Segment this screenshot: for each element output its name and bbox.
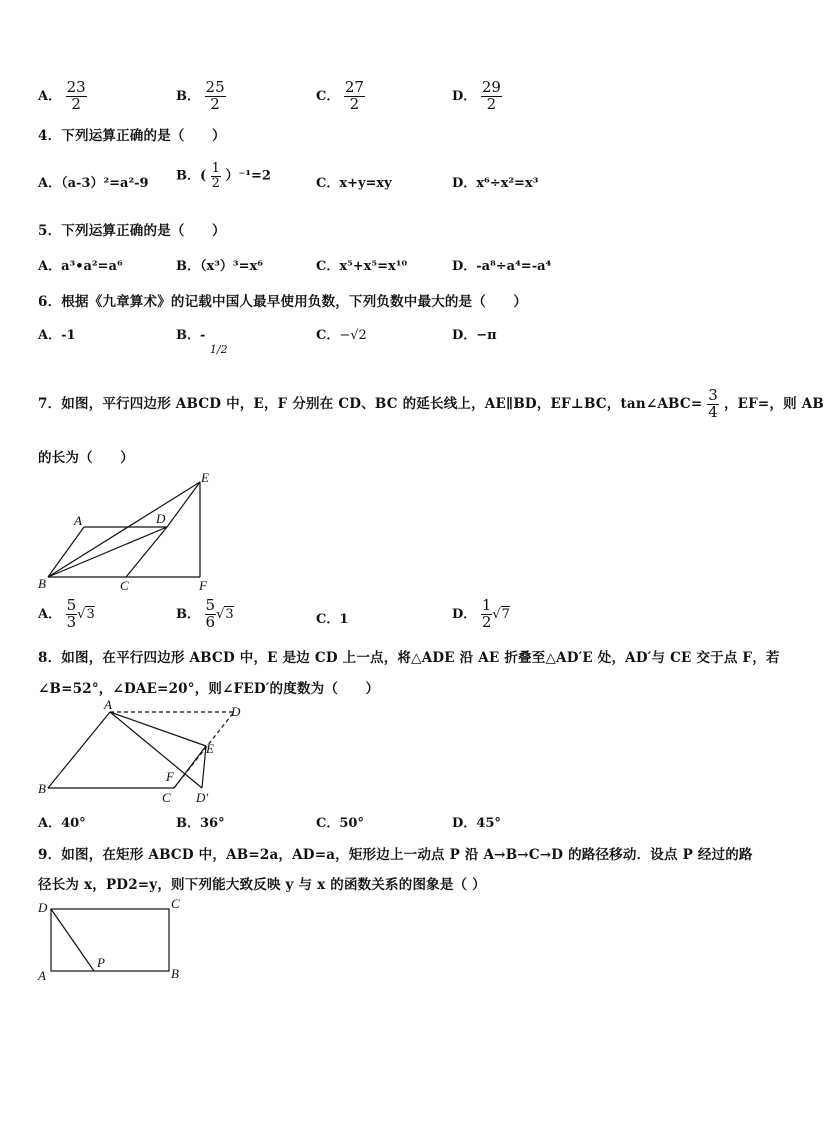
q7-label-d: D (156, 511, 166, 526)
q9-figure (34, 895, 194, 987)
q6-option-c: C．−√2 (316, 328, 367, 343)
q4-option-d: D．x⁶÷x²=x³ (452, 176, 539, 191)
q4-option-a: A．（a-3）²=a²-9 (38, 176, 149, 191)
q3-option-d: D． $\frac{29}{2}$ (452, 78, 501, 113)
q9-stem-line2: 径长为 x，PD2=y，则下列能大致反映 y 与 x 的函数关系的图象是（ ） (38, 877, 486, 893)
q8-label-d: D (231, 704, 241, 719)
q9-label-d: D (38, 900, 48, 915)
q9-label-b: B (171, 966, 179, 981)
q7-option-d: D． $\frac{1}{2}$ √7 (452, 596, 510, 631)
q5-option-c: C．x⁵+x⁵=x¹⁰ (316, 259, 408, 274)
q6-option-a: A．-1 (38, 328, 76, 343)
q5-option-a: A．a³•a²=a⁶ (38, 259, 123, 274)
q9-label-a: A (38, 968, 46, 983)
q9-stem: 9．如图，在矩形 ABCD 中，AB=2a，AD=a，矩形边上一动点 P 沿 A→B→C→D 的路径移动．设点 P 经过的路 (38, 847, 753, 863)
q7-option-c: C．1 (316, 612, 349, 627)
q6-option-b-fraction: 1/2 (209, 343, 228, 356)
q5-stem: 5．下列运算正确的是（ ） (38, 223, 226, 239)
q8-option-a: A．40° (38, 816, 86, 831)
q8-label-a: A (104, 697, 112, 712)
q8-figure (34, 696, 254, 808)
q8-stem: 8．如图，在平行四边形 ABCD 中，E 是边 CD 上一点，将△ADE 沿 AE 折叠至△AD′E 处，AD′与 CE 交于点 F，若 (38, 650, 780, 666)
q7-option-a: A． $\frac{5}{3}$ √3 (38, 596, 95, 631)
q8-option-d: D．45° (452, 816, 501, 831)
q7-figure (34, 470, 224, 595)
q6-option-b: B．- $_{1/2}$ (176, 328, 228, 356)
q7-label-e: E (201, 470, 209, 485)
q8-option-b: B．36° (176, 816, 225, 831)
q3-option-c: C． $\frac{27}{2}$ (316, 78, 364, 113)
q4-stem: 4．下列运算正确的是（ ） (38, 128, 226, 144)
q3-option-a: A． $\frac{23}{2}$ (38, 78, 86, 113)
q7-label-f: F (199, 578, 207, 593)
q4-option-c: C．x+y=xy (316, 176, 392, 191)
q8-label-f: F (166, 769, 174, 784)
q9-label-c: C (171, 896, 180, 911)
q8-option-c: C．50° (316, 816, 364, 831)
q5-option-d: D．-a⁸÷a⁴=-a⁴ (452, 259, 552, 274)
q3-option-b: B． $\frac{25}{2}$ (176, 78, 225, 113)
q8-label-c: C (162, 790, 171, 805)
q8-label-e: E (206, 741, 214, 756)
q8-stem-line2: ∠B=52°，∠DAE=20°，则∠FED′的度数为（ ） (38, 681, 380, 697)
q9-label-p: P (97, 955, 105, 970)
q7-stem-line2: 的长为（ ） (38, 450, 134, 466)
q8-label-b: B (38, 781, 46, 796)
q7-stem: 7．如图，平行四边形 ABCD 中，E，F 分别在 CD、BC 的延长线上，AE∥BD，EF⊥BC，tan∠ABC= $\frac{3}{4}$ ，EF=，则 AB (38, 386, 824, 421)
q6-option-d: D．−π (452, 328, 497, 343)
q7-option-b: B． $\frac{5}{6}$ √3 (176, 596, 234, 631)
q6-stem: 6．根据《九章算术》的记载中国人最早使用负数，下列负数中最大的是（ ） (38, 294, 528, 310)
q5-option-b: B．（x³）³=x⁶ (176, 259, 263, 274)
q7-label-c: C (120, 578, 129, 593)
q8-label-d-prime: D′ (196, 790, 209, 805)
q7-label-b: B (38, 576, 46, 591)
q7-label-a: A (74, 513, 82, 528)
q4-option-b: B．( $\frac{1}{2}$ ）⁻¹=2 (176, 161, 271, 191)
